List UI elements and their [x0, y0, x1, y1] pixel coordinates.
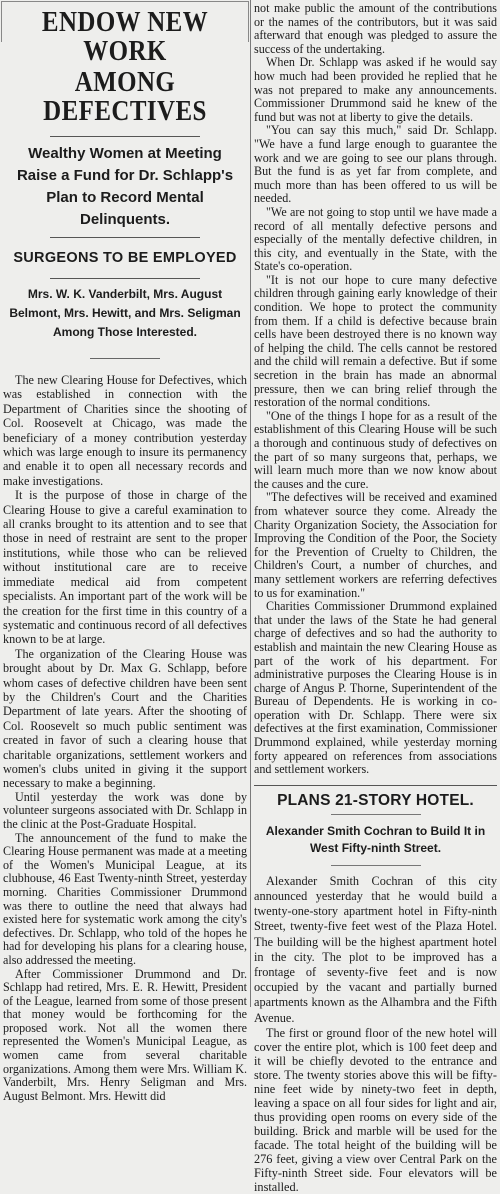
paragraph: "We are not going to stop until we have made a record of all mentally defective persons and especially of the mentally defective children, in this city, and eventually in the State, with the State's co-operation.: [254, 204, 497, 274]
paragraph: After Commissioner Drummond and Dr. Schlapp had retired, Mrs. E. R. Hewitt, President of the League, learned from some of those present that money would be forthcoming for the proposed work. Not all the women there represented the Women's Municipal League, as women came from several charitable organizations. Among them were Mrs. William K. Vanderbilt, Mrs. Henry Seligman and Mrs. August Belmont. Mrs. Hewitt did: [3, 966, 247, 1103]
paragraph: The organization of the Clearing House was brought about by Dr. Max G. Schlapp, before whom cases of defective children have been sent by the Children's Court and the Charities Department of late years. After the shooting of Col. Roosevelt so much public sentiment was created in favor of such a clearing house that charitable organizations, settlement workers and women's clubs united in giving it the support necessary to make a beginning.: [3, 646, 247, 791]
paragraph: not make public the amount of the contributions or the names of the contributors, but it was said afterward that enough was pledged to assure the success of the undertaking.: [254, 1, 497, 56]
paragraph: When Dr. Schlapp was asked if he would say how much had been provided he replied that he was not prepared to make any announcements. Commissioner Drummond said he knew of the fund but was not at liberty to give the details.: [254, 55, 497, 124]
paragraph: The first or ground floor of the new hotel will cover the entire plot, which is 100 feet deep and it will be chiefly devoted to the entrance and store. The twenty stories above this will be fifty-nine feet wide by ninety-two feet in depth, leaving a space on all four sides for light and air, thus providing open rooms on every side of the building. Brick and marble will be used for the facade. The total height of the building will be 276 feet, giving a view over Central Park on the Fifty-ninth Street side. Four elevators will be installed.: [254, 1025, 497, 1194]
paragraph: The announcement of the fund to make the Clearing House permanent was made at a meeting of the Women's Municipal League, at its clubhouse, 46 East Twenty-ninth Street, yesterday morning. Charities Commissioner Drummond was there to outline the need that always had existed here for systematic work among the city's defectives. Dr. Schlapp, who told of the hopes he had for developing his plans for a clearing house, also addressed the meeting.: [3, 830, 247, 967]
divider: [90, 358, 160, 359]
article-deck: Wealthy Women at Meeting Raise a Fund for Dr. Schlapp's Plan to Record Mental Delinquents.: [16, 145, 234, 228]
paragraph: "It is not our hope to cure many defective children through gaining early knowledge of their condition. We hope to protect the community from them. If a child is defective because brain cells have been destroyed there is no known way of helping the child. The cells cannot be restored and the child will remain a defective. But if some secretion in the brain has made an abnormal pressure, then we can bring relief through the restoration of the normal conditions.: [254, 272, 497, 410]
headline-line-2: AMONG DEFECTIVES: [43, 66, 207, 127]
headline-line-1: ENDOW NEW WORK: [41, 6, 209, 67]
divider: [50, 237, 200, 238]
paragraph: Until yesterday the work was done by volunteer surgeons associated with Dr. Schlapp in the clinic at the Post-Graduate Hospital.: [3, 789, 247, 831]
paragraph: "The defectives will be received and examined from whatever source they come. Already the Charity Organization Society, the Association for Improving the Condition of the Poor, the Society for the Prevention of Cruelty to Children, the Children's Court, a number of churches, and many settlement workers are referring defectives to us for examination.": [254, 490, 497, 600]
article-separator: [254, 785, 497, 786]
paragraph: Charities Commissioner Drummond explained that under the laws of the State he had general charge of defectives and so had the authority to establish and maintain the new Clearing House as part of the work of his department. For administrative purposes the Clearing House is in charge of Angus P. Thorne, Superintendent of the Bureau of Dependents. He is working in co-operation with Dr. Schlapp. There were six defectives at the first examination, Commissioner Drummond explained, while yesterday morning forty appeared on references from associations and settlement workers.: [254, 599, 497, 777]
article-subdeck: SURGEONS TO BE EMPLOYED: [13, 250, 237, 266]
divider: [50, 136, 200, 137]
paragraph: It is the purpose of those in charge of the Clearing House to give a careful examination to all cranks brought to its attention and to see that those in need of restraint are sent to the proper institutions, while those who can be relieved without institutional care are to receive immediate medical aid from competent specialists. An important part of the work will be the creation for the first time in this country of a systematic and continuous record of all defectives known to be at large.: [3, 488, 247, 647]
paragraph: "One of the things I hope for as a result of the establishment of this Clearing House will be such a thorough and continuous study of defectives on the part of so many surgeons that, perhaps, we will learn much more than we now know about the causes and the cure.: [254, 408, 497, 491]
paragraph: "You can say this much," said Dr. Schlapp. "We have a fund large enough to guarantee the work and we are going to see our plans through. But the fund is as yet far from complete, and much more than has been offered to us will be needed.: [254, 123, 497, 206]
hotel-deck: Alexander Smith Cochran to Build It in West Fifty-ninth Street.: [265, 823, 486, 855]
right-column: [254, 1, 497, 1194]
article-subdeck-names: Mrs. W. K. Vanderbilt, Mrs. August Belmont, Mrs. Hewitt, and Mrs. Seligman Among Those Interested.: [9, 287, 241, 339]
divider: [331, 865, 421, 866]
paragraph: Alexander Smith Cochran of this city announced yesterday that he would build a twenty-one-story apartment hotel in Fifty-ninth Street, twenty-five feet west of the Plaza Hotel. The building will be the highest apartment hotel in the city. The plot to be improved has a frontage of seventy-five feet and is now occupied by the vacant and partially burned apartments known as the Alhambra and the Fifth Avenue.: [254, 873, 497, 1025]
divider: [50, 278, 200, 279]
hotel-headline: PLANS 21-STORY HOTEL.: [277, 791, 474, 809]
divider: [331, 814, 421, 815]
paragraph: The new Clearing House for Defectives, which was established in connection with the Department of Charities since the shooting of Col. Roosevelt at Chicago, was made the beneficiary of a money contribution yesterday which was large enough to insure its permanency and enable it to open all necessary records and make investigations.: [3, 373, 247, 488]
left-column: [3, 2, 247, 1103]
column-rule: [250, 0, 251, 1007]
